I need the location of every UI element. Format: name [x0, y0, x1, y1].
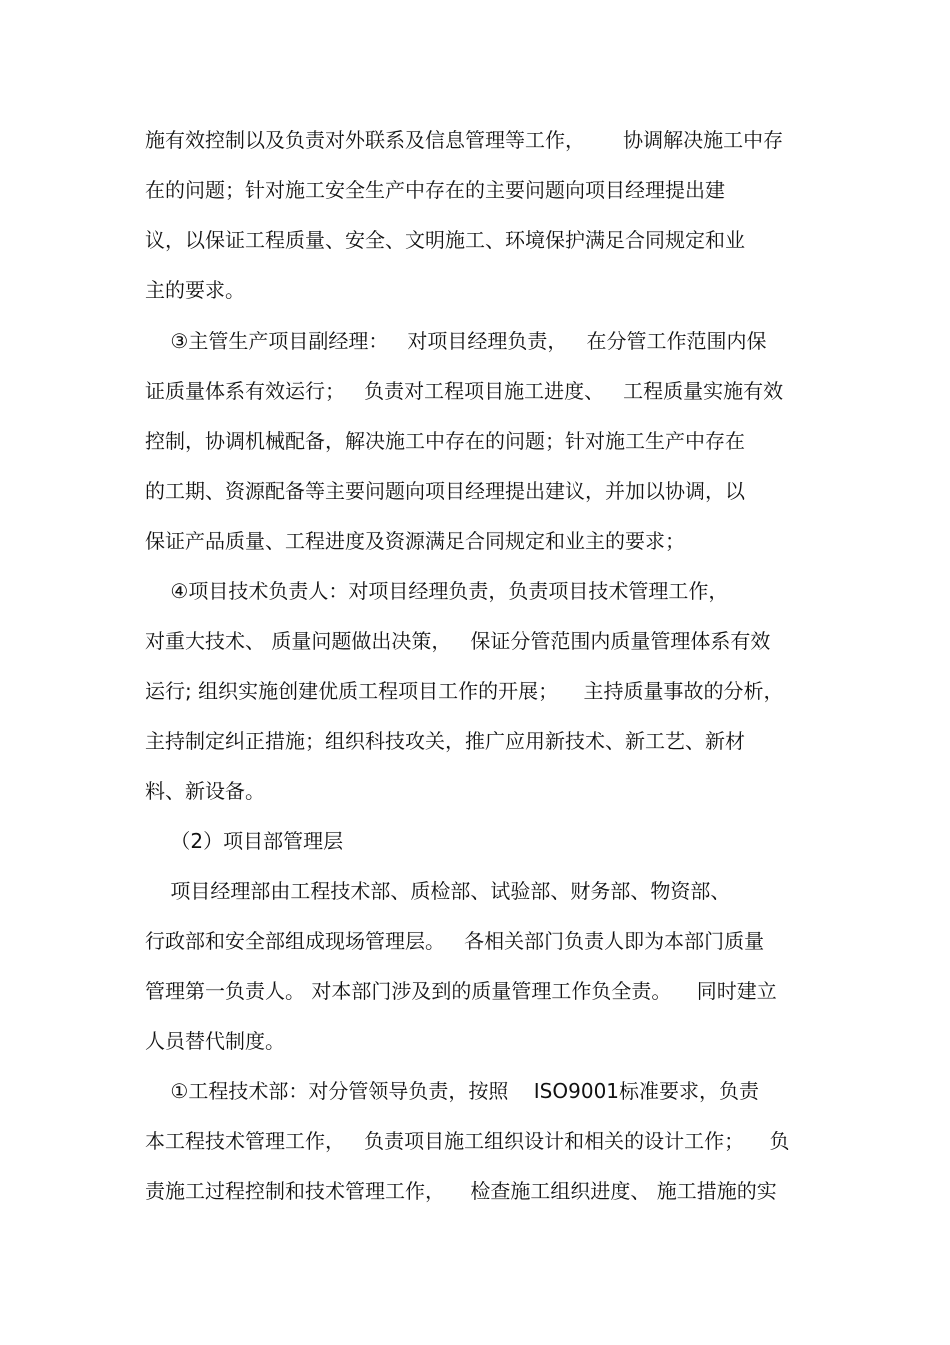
text-line: ①工程技术部：对分管领导负责，按照 ISO9001标准要求，负责 [145, 1079, 760, 1103]
section-heading: （2）项目部管理层 [145, 829, 344, 853]
text-line: ④项目技术负责人：对项目经理负责，负责项目技术管理工作， [145, 579, 729, 603]
text-line: 对重大技术、 质量问题做出决策， 保证分管范围内质量管理体系有效 [145, 629, 771, 653]
text-line: 议，以保证工程质量、安全、文明施工、环境保护满足合同规定和业 [145, 228, 745, 252]
text-line: 运行; 组织实施创建优质工程项目工作的开展； 主持质量事故的分析， [145, 679, 784, 703]
text-line: 本工程技术管理工作， 负责项目施工组织设计和相关的设计工作； 负 [145, 1129, 790, 1153]
text-line: 责施工过程控制和技术管理工作， 检查施工组织进度、 施工措施的实 [145, 1179, 777, 1203]
text-line: 证质量体系有效运行； 负责对工程项目施工进度、 工程质量实施有效 [145, 379, 784, 403]
text-line: 保证产品质量、工程进度及资源满足合同规定和业主的要求； [145, 529, 685, 553]
text-line: 主的要求。 [145, 278, 245, 302]
text-line: ③主管生产项目副经理： 对项目经理负责， 在分管工作范围内保 [145, 329, 767, 353]
text-line: 施有效控制以及负责对外联系及信息管理等工作， 协调解决施工中存 [145, 128, 784, 152]
text-line: 在的问题；针对施工安全生产中存在的主要问题向项目经理提出建 [145, 178, 725, 202]
text-line: 控制，协调机械配备，解决施工中存在的问题；针对施工生产中存在 [145, 429, 745, 453]
text-line: 人员替代制度。 [145, 1029, 285, 1053]
text-line: 的工期、资源配备等主要问题向项目经理提出建议，并加以协调，以 [145, 479, 745, 503]
text-line: 管理第一负责人。 对本部门涉及到的质量管理工作负全责。 同时建立 [145, 979, 777, 1003]
text-line: 行政部和安全部组成现场管理层。 各相关部门负责人即为本部门质量 [145, 929, 765, 953]
text-line: 料、新设备。 [145, 779, 265, 803]
text-line: 项目经理部由工程技术部、质检部、试验部、财务部、物资部、 [145, 879, 731, 903]
text-line: 主持制定纠正措施；组织科技攻关，推广应用新技术、新工艺、新材 [145, 729, 745, 753]
